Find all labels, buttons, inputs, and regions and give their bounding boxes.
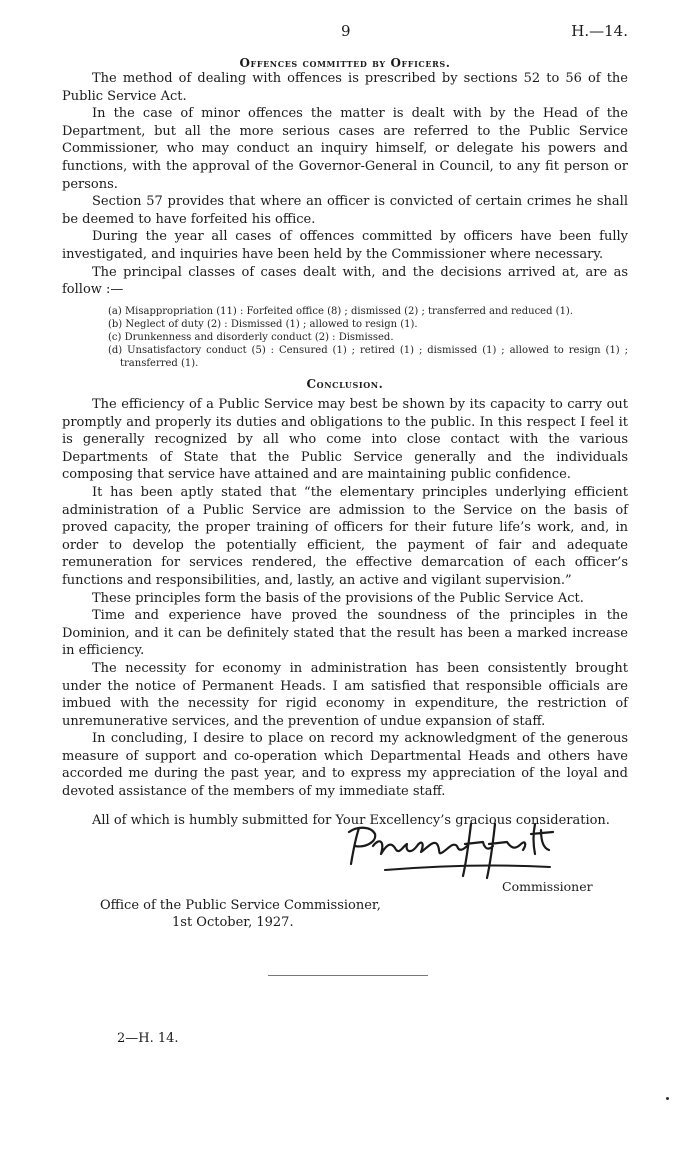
conclusion-section — [62, 377, 628, 828]
page-header — [0, 22, 700, 44]
list-item: (d) Unsatisfactory conduct (5) : Censured (1) ; retired (1) ; dismissed (1) ; allowed to resign (1) ; transferred (1). — [108, 344, 628, 369]
signatory-title: Commissioner — [502, 879, 593, 894]
list-item: (b) Neglect of duty (2) : Dismissed (1) ; allowed to resign (1). — [108, 318, 418, 330]
page-number: 9 — [341, 22, 351, 40]
footer-signature-mark: 2—H. 14. — [117, 1031, 179, 1046]
divider-rule — [268, 975, 428, 976]
conclusion-paragraph: In concluding, I desire to place on record my acknowledgment of the generous measure of support and co-operation which Departmental Heads and others have accorded me during the past year, and to express my appreciation of the loyal and devoted assistance of the members of my immediate staff. — [62, 731, 628, 800]
section-title-conclusion: Conclusion. — [306, 377, 384, 391]
office-address: Office of the Public Service Commissioner, — [100, 898, 381, 913]
office-date: 1st October, 1927. — [172, 915, 294, 930]
closing-statement: All of which is humbly submitted for Your Excellency’s gracious consideration. — [92, 812, 610, 828]
document-reference: H.—14. — [571, 22, 628, 40]
section-title-offences: Offences committed by Officers. — [239, 56, 451, 70]
offences-paragraph: Section 57 provides that where an officer is convicted of certain crimes he shall be deemed to have forfeited his office. — [62, 194, 628, 227]
offences-section — [62, 56, 628, 370]
conclusion-paragraph: It has been aptly stated that “the elementary principles underlying efficient administration of a Public Service are admission to the Service on the basis of proved capacity, the proper training of officers for their future life’s work, and, in order to develop the potentially efficient, the payment of fair and adequate remuneration for services rendered, the effective demarcation of each officer’s functions and responsibilities, and, lastly, an active and vigilant supervision.” — [62, 484, 628, 588]
stray-mark — [666, 1097, 669, 1100]
list-item: (a) Misappropriation (11) : Forfeited office (8) ; dismissed (2) ; transferred and reduced (1). — [108, 305, 574, 317]
conclusion-paragraph: Time and experience have proved the soundness of the principles in the Dominion, and it can be definitely stated that the result has been a marked increase in efficiency. — [62, 608, 628, 659]
conclusion-paragraph: The efficiency of a Public Service may best be shown by its capacity to carry out promptly and properly its duties and obligations to the public. In this respect I feel it is generally recognized by all who come into close contact with the various Departments of State that the Public Service generally and the individuals composing that service have attained and are maintaining public confidence. — [62, 397, 628, 483]
conclusion-paragraph: These principles form the basis of the provisions of the Public Service Act. — [92, 590, 584, 606]
list-item: (c) Drunkenness and disorderly conduct (2) : Dismissed. — [108, 331, 394, 343]
offences-paragraph: In the case of minor offences the matter is dealt with by the Head of the Department, but all the more serious cases are referred to the Public Service Commissioner, who may conduct an inquiry himself, or delegate his powers and functions, with the approval of the Governor-General in Council, to any fit person or persons. — [62, 106, 628, 192]
offence-cases-list — [62, 305, 628, 370]
offences-paragraph: The method of dealing with offences is prescribed by sections 52 to 56 of the Public Service Act. — [62, 71, 628, 104]
office-block — [100, 897, 381, 931]
offences-paragraph: During the year all cases of offences committed by officers have been fully investigated, and inquiries have been held by the Commissioner where necessary. — [62, 229, 628, 262]
handwritten-signature — [345, 820, 585, 882]
conclusion-paragraph: The necessity for economy in administration has been consistently brought under the notice of Permanent Heads. I am satisfied that responsible officials are imbued with the necessity for rigid economy in expenditure, the restriction of unremunerative services, and the prevention of undue expansion of staff. — [62, 660, 628, 729]
offences-paragraph: The principal classes of cases dealt with, and the decisions arrived at, are as follow :— — [62, 264, 628, 298]
